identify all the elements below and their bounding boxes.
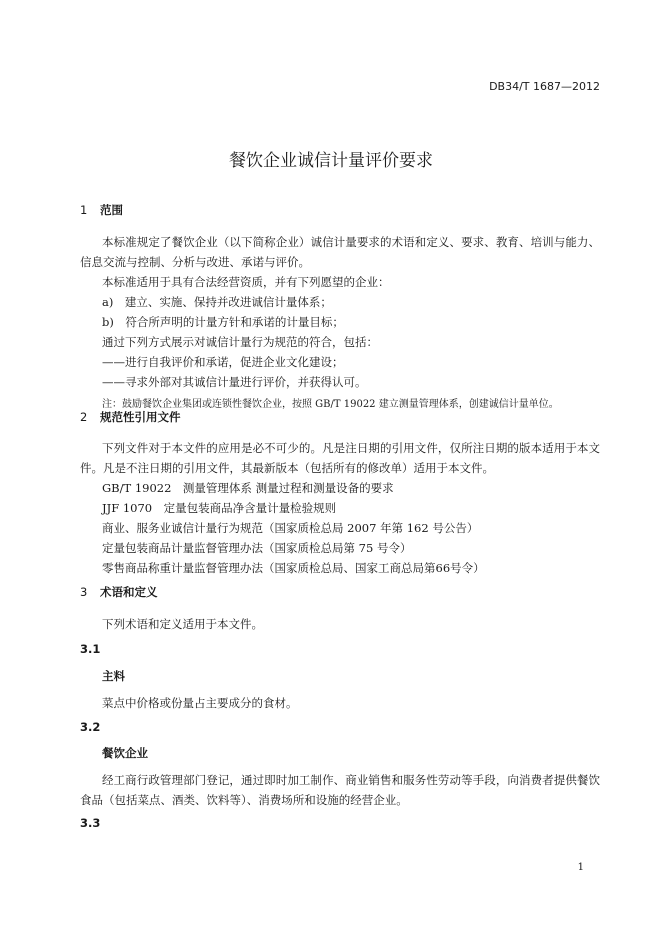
section-title: 术语和定义 — [100, 585, 158, 599]
section-title: 规范性引用文件 — [100, 410, 181, 424]
standard-code: DB34/T 1687—2012 — [489, 80, 600, 93]
document-title: 餐饮企业诚信计量评价要求 — [229, 151, 433, 171]
terms-intro: 下列术语和定义适用于本文件。 — [102, 617, 263, 631]
term-number: 3.1 — [80, 642, 101, 656]
term-number: 3.3 — [80, 816, 101, 830]
term-definition: 菜点中价格或份量占主要成分的食材。 — [102, 696, 298, 710]
reference-item: 定量包装商品计量监督管理办法（国家质检总局第 75 号令） — [102, 541, 412, 555]
scope-paragraph: 本标准规定了餐饮企业（以下简称企业）诚信计量要求的术语和定义、要求、教育、培训与能力、信息交流与控制、分析与改进、承诺与评价。 — [80, 235, 600, 269]
reference-item: GB/T 19022 测量管理体系 测量过程和测量设备的要求 — [102, 481, 394, 495]
scope-dash-item: ——寻求外部对其诚信计量进行评价，并获得认可。 — [102, 375, 367, 389]
scope-note: 注：鼓励餐饮企业集团或连锁性餐饮企业，按照 GB/T 19022 建立测量管理体系，创建诚信计量单位。 — [102, 399, 559, 410]
section-2-heading — [80, 409, 181, 425]
reference-item: 商业、服务业诚信计量行为规范（国家质检总局 2007 年第 162 号公告） — [102, 521, 479, 535]
scope-dash-item: ——进行自我评价和承诺，促进企业文化建设； — [102, 355, 344, 369]
scope-line: 本标准适用于具有合法经营资质，并有下列愿望的企业： — [102, 275, 390, 289]
section-title: 范围 — [100, 203, 123, 217]
scope-line: 通过下列方式展示对诚信计量行为规范的符合，包括： — [102, 335, 378, 349]
scope-list-item-a: a) 建立、实施、保持并改进诚信计量体系； — [102, 295, 332, 309]
page-number: 1 — [577, 862, 584, 873]
reference-item: 零售商品称重计量监督管理办法（国家质检总局、国家工商总局第66号令） — [102, 561, 485, 575]
term-definition: 经工商行政管理部门登记，通过即时加工制作、商业销售和服务性劳动等手段，向消费者提供餐饮食品（包括菜点、酒类、饮料等）、消费场所和设施的经营企业。 — [80, 773, 600, 807]
references-intro: 下列文件对于本文件的应用是必不可少的。凡是注日期的引用文件，仅所注日期的版本适用于本文件。凡是不注日期的引用文件，其最新版本（包括所有的修改单）适用于本文件。 — [80, 441, 600, 475]
section-number: 2 — [80, 410, 88, 424]
section-1-heading — [80, 202, 123, 218]
term-name: 主料 — [102, 669, 125, 683]
term-name: 餐饮企业 — [102, 746, 148, 760]
scope-list-item-b: b) 符合所声明的计量方针和承诺的计量目标； — [102, 315, 344, 329]
reference-item: JJF 1070 定量包装商品净含量计量检验规则 — [102, 501, 337, 515]
term-number: 3.2 — [80, 720, 101, 734]
section-3-heading — [80, 584, 158, 600]
section-number: 1 — [80, 203, 88, 217]
section-number: 3 — [80, 585, 88, 599]
